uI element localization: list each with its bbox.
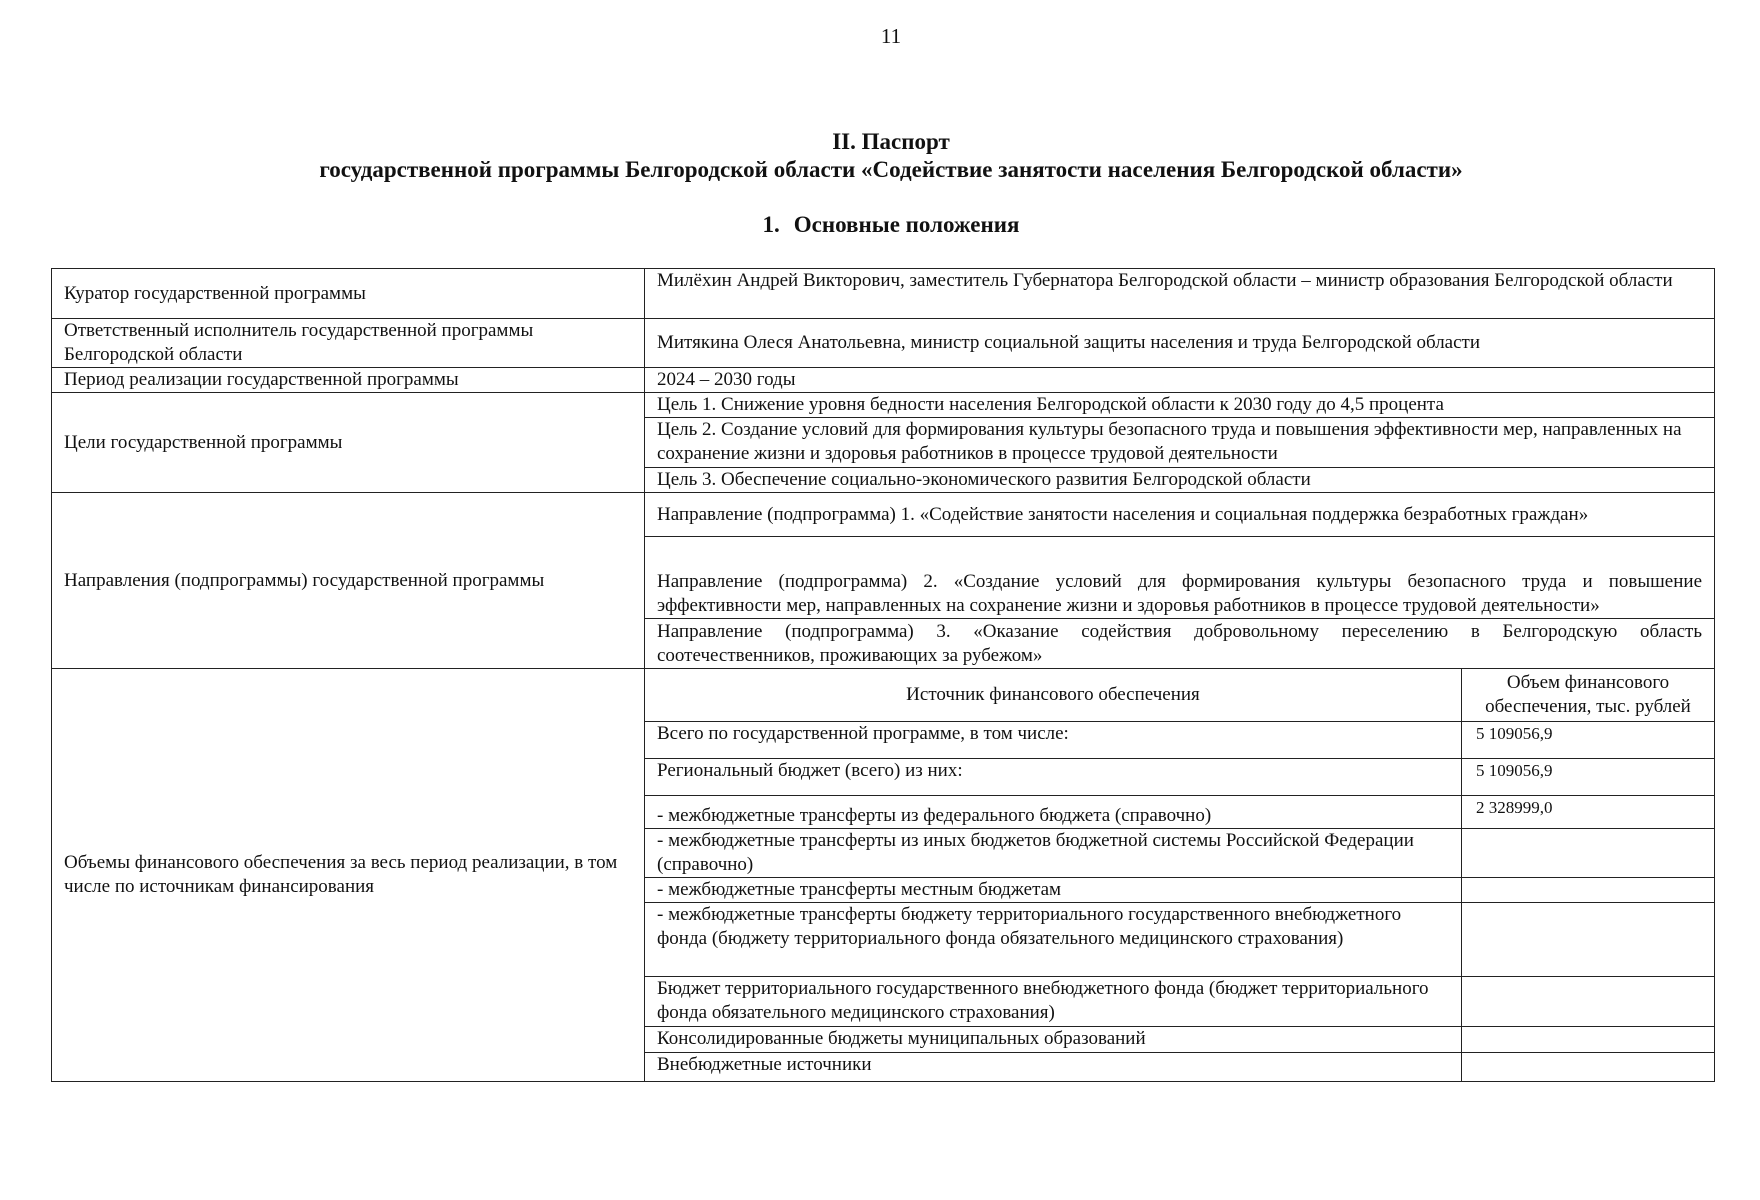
finance-cell (645, 669, 1715, 1082)
finance-source: Бюджет территориального государственного внебюджетного фонда (бюджет территориального фонда обязательного медицинского страхования) (645, 976, 1462, 1026)
finance-amount: 5 109056,9 (1462, 758, 1715, 795)
goal-item: Цель 3. Обеспечение социально-экономического развития Белгородской области (645, 468, 1715, 493)
section-number: 1. (762, 212, 780, 237)
curator-label: Куратор государственной программы (52, 269, 645, 319)
finance-source: - межбюджетные трансферты бюджету территориального государственного внебюджетного фонда (бюджету территориального фонда обязательного медицинского страхования) (645, 902, 1462, 976)
finance-source: Внебюджетные источники (645, 1052, 1462, 1081)
section-heading (0, 212, 1760, 238)
executor-value: Митякина Олеся Анатольевна, министр социальной защиты населения и труда Белгородской области (645, 319, 1715, 368)
finance-amount (1462, 1026, 1715, 1052)
direction-item: Направление (подпрограмма) 1. «Содействие занятости населения и социальная поддержка безработных граждан» (645, 493, 1715, 537)
page-number: 11 (880, 24, 902, 48)
finance-amount (1462, 877, 1715, 902)
section-title: Основные положения (793, 212, 1020, 237)
row-finance (52, 669, 1715, 1082)
direction-item: Направление (подпрограмма) 2. «Создание условий для формирования культуры безопасного труда и повышение эффективности мер, направленных на сохранение жизни и здоровья работников в процессе трудовой деятельности» (645, 537, 1715, 619)
finance-source: Всего по государственной программе, в том числе: (645, 721, 1462, 758)
row-period (52, 368, 1715, 393)
finance-source: - межбюджетные трансферты из федерального бюджета (справочно) (645, 795, 1462, 828)
finance-table (645, 669, 1714, 1081)
period-label: Период реализации государственной программы (52, 368, 645, 393)
finance-source: - межбюджетные трансферты местным бюджетам (645, 877, 1462, 902)
finance-amount: 2 328999,0 (1462, 795, 1715, 828)
finance-amount (1462, 976, 1715, 1026)
finance-amount: 5 109056,9 (1462, 721, 1715, 758)
finance-row (645, 721, 1714, 758)
title-line-2: государственной программы Белгородской области «Содействие занятости населения Белгородской области» (319, 157, 1463, 182)
executor-label: Ответственный исполнитель государственной программы Белгородской области (52, 319, 645, 368)
finance-row (645, 902, 1714, 976)
finance-row (645, 1052, 1714, 1081)
finance-header-amount: Объем финансового обеспечения, тыс. рублей (1462, 669, 1715, 721)
passport-table (51, 268, 1715, 1082)
curator-value: Милёхин Андрей Викторович, заместитель Губернатора Белгородской области – министр образования Белгородской области (645, 269, 1715, 319)
finance-amount (1462, 902, 1715, 976)
finance-row (645, 758, 1714, 795)
finance-row (645, 828, 1714, 877)
goals-label: Цели государственной программы (52, 393, 645, 493)
finance-row (645, 877, 1714, 902)
row-curator (52, 269, 1715, 319)
row-executor (52, 319, 1715, 368)
goal-item: Цель 1. Снижение уровня бедности населения Белгородской области к 2030 году до 4,5 процента (645, 393, 1715, 418)
finance-row (645, 795, 1714, 828)
goal-item: Цель 2. Создание условий для формирования культуры безопасного труда и повышения эффективности мер, направленных на сохранение жизни и здоровья работников в процессе трудовой деятельности (645, 418, 1715, 468)
finance-header-source: Источник финансового обеспечения (645, 669, 1462, 721)
direction-item: Направление (подпрограмма) 3. «Оказание содействия добровольному переселению в Белгородскую область соотечественников, проживающих за рубежом» (645, 619, 1715, 669)
finance-header-row (645, 669, 1714, 721)
finance-amount (1462, 1052, 1715, 1081)
period-value: 2024 – 2030 годы (645, 368, 1715, 393)
row-direction-1 (52, 493, 1715, 537)
finance-row (645, 976, 1714, 1026)
document-title (0, 128, 1760, 184)
directions-label: Направления (подпрограммы) государственной программы (52, 493, 645, 669)
finance-source: Региональный бюджет (всего) из них: (645, 758, 1462, 795)
row-goal-1 (52, 393, 1715, 418)
title-line-1: II. Паспорт (832, 129, 950, 154)
finance-source: - межбюджетные трансферты из иных бюджетов бюджетной системы Российской Федерации (справочно) (645, 828, 1462, 877)
finance-amount (1462, 828, 1715, 877)
finance-source: Консолидированные бюджеты муниципальных образований (645, 1026, 1462, 1052)
finance-row (645, 1026, 1714, 1052)
finance-label: Объемы финансового обеспечения за весь период реализации, в том числе по источникам финансирования (52, 669, 645, 1082)
